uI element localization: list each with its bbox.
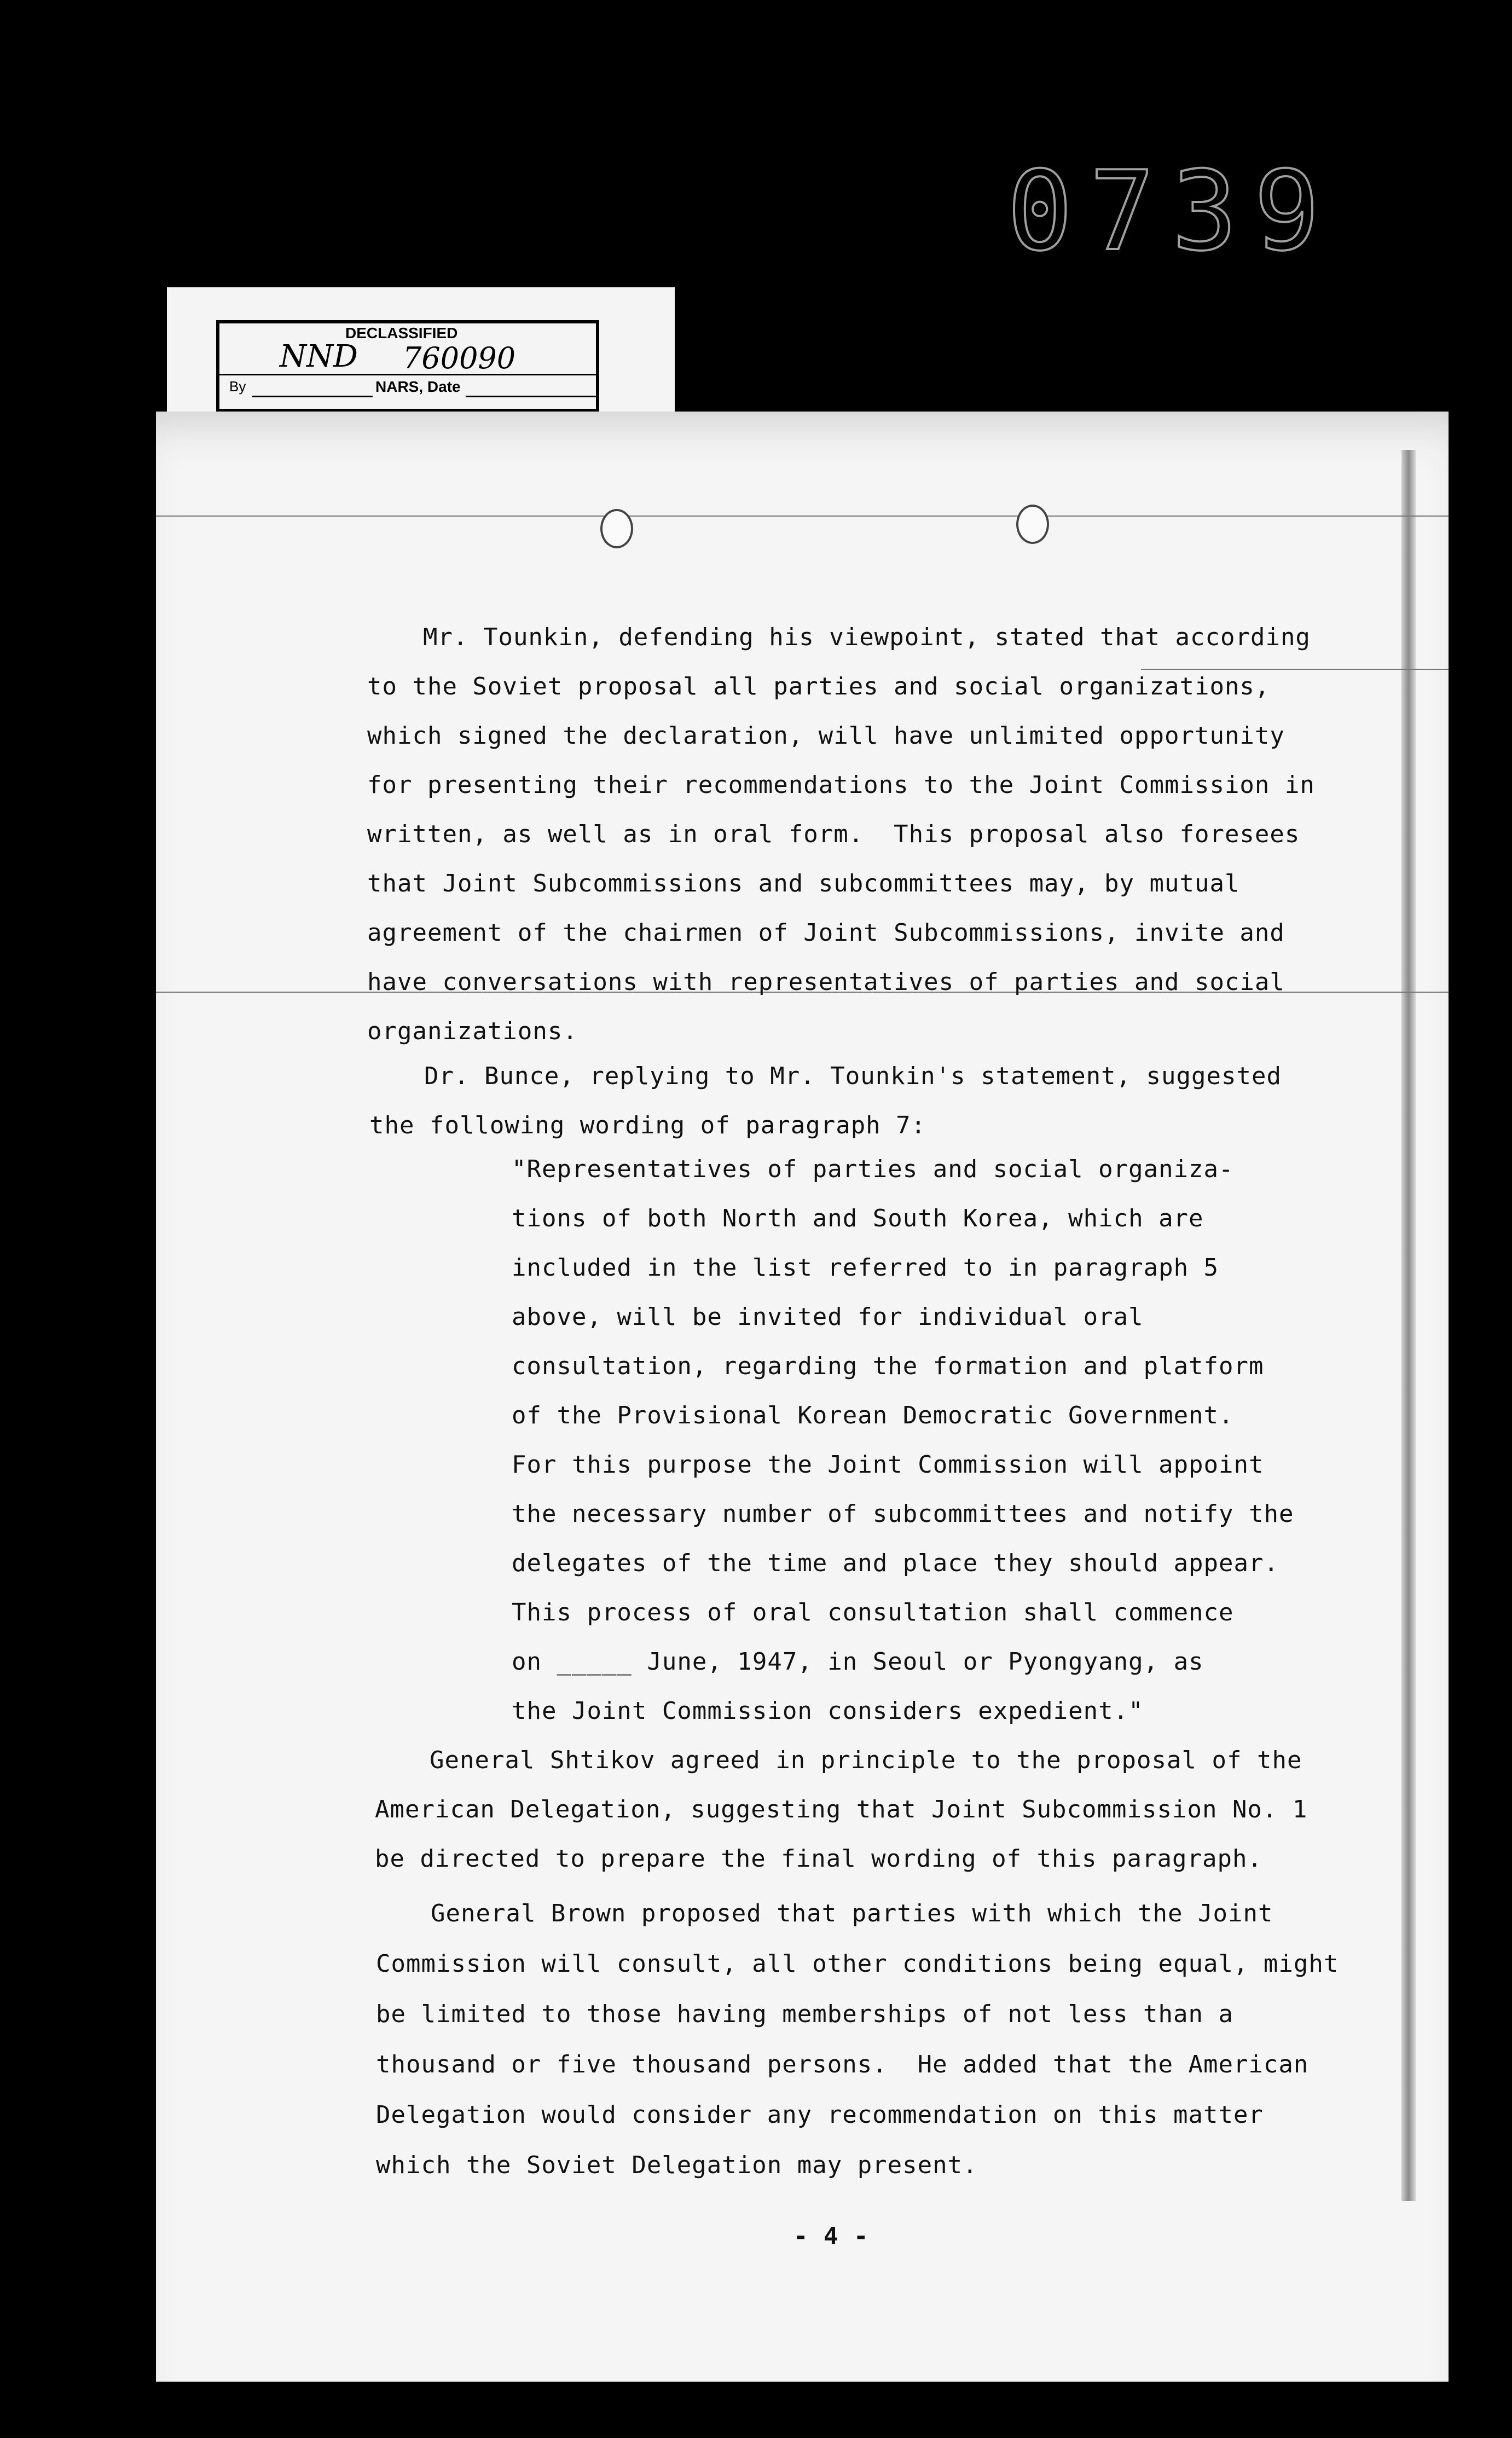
text-line: organizations.	[367, 1017, 578, 1045]
page-number: - 4 -	[793, 2222, 869, 2250]
stamp-divider	[219, 374, 596, 375]
quote-line: tions of both North and South Korea, which are	[512, 1204, 1204, 1232]
quote-line: above, will be invited for individual oral	[512, 1303, 1144, 1331]
text-line: which the Soviet Delegation may present.	[376, 2151, 978, 2179]
text-line: which signed the declaration, will have unlimited opportunity	[367, 722, 1285, 750]
stamp-date-line	[466, 396, 597, 397]
quote-line: of the Provisional Korean Democratic Government.	[512, 1402, 1234, 1429]
text-line: written, as well as in oral form. This proposal also foresees	[367, 820, 1300, 848]
scan-rule	[156, 516, 1449, 517]
text-line: Dr. Bunce, replying to Mr. Tounkin's statement, suggested	[424, 1062, 1282, 1090]
text-line: have conversations with representatives of parties and social	[367, 968, 1285, 996]
text-line: Commission will consult, all other conditions being equal, might	[376, 1950, 1339, 1978]
quote-line: the necessary number of subcommittees and notify the	[512, 1500, 1294, 1528]
quote-line: on _____ June, 1947, in Seoul or Pyongyang, as	[512, 1648, 1204, 1676]
text-line: Delegation would consider any recommendation on this matter	[376, 2101, 1264, 2129]
punch-hole	[600, 509, 633, 548]
text-line: be limited to those having memberships of not less than a	[376, 2000, 1233, 2028]
text-line: for presenting their recommendations to the Joint Commission in	[367, 771, 1315, 799]
quote-line: This process of oral consultation shall commence	[512, 1599, 1234, 1626]
text-line: be directed to prepare the final wording of this paragraph.	[375, 1845, 1262, 1873]
text-line: American Delegation, suggesting that Joint Subcommission No. 1	[375, 1796, 1308, 1823]
text-line: General Shtikov agreed in principle to the proposal of the	[430, 1746, 1302, 1774]
text-line: to the Soviet proposal all parties and social organizations,	[367, 673, 1270, 700]
quote-line: "Representatives of parties and social organiza-	[512, 1155, 1234, 1183]
text-line: General Brown proposed that parties with which the Joint	[431, 1900, 1273, 1927]
quote-line: consultation, regarding the formation and platform	[512, 1352, 1264, 1380]
frame-number: 0739	[1007, 148, 1336, 275]
stamp-authority: NND	[280, 339, 358, 374]
text-line: thousand or five thousand persons. He added that the American	[376, 2051, 1309, 2078]
stamp-number: 760090	[403, 341, 516, 375]
text-line: the following wording of paragraph 7:	[369, 1111, 926, 1139]
quote-line: delegates of the time and place they should appear.	[512, 1549, 1279, 1577]
text-line: that Joint Subcommissions and subcommittees may, by mutual	[367, 870, 1240, 897]
quote-line: For this purpose the Joint Commission will appoint	[512, 1451, 1264, 1479]
declassification-stamp	[167, 287, 675, 419]
quote-line: included in the list referred to in paragraph 5	[512, 1254, 1219, 1282]
document-page	[156, 412, 1449, 2382]
quote-line: the Joint Commission considers expedient."	[512, 1697, 1144, 1725]
stamp-box	[216, 320, 599, 412]
stamp-by-label: By	[229, 378, 246, 395]
stamp-declassified-label: DECLASSIFIED	[345, 325, 458, 341]
page-edge-shadow	[1401, 450, 1416, 2201]
stamp-by-line	[252, 396, 373, 397]
text-line: agreement of the chairmen of Joint Subcommissions, invite and	[367, 919, 1285, 947]
stamp-nars-date-label: NARS, Date	[375, 378, 461, 395]
text-line: Mr. Tounkin, defending his viewpoint, stated that according	[423, 623, 1311, 651]
punch-hole	[1016, 505, 1049, 544]
